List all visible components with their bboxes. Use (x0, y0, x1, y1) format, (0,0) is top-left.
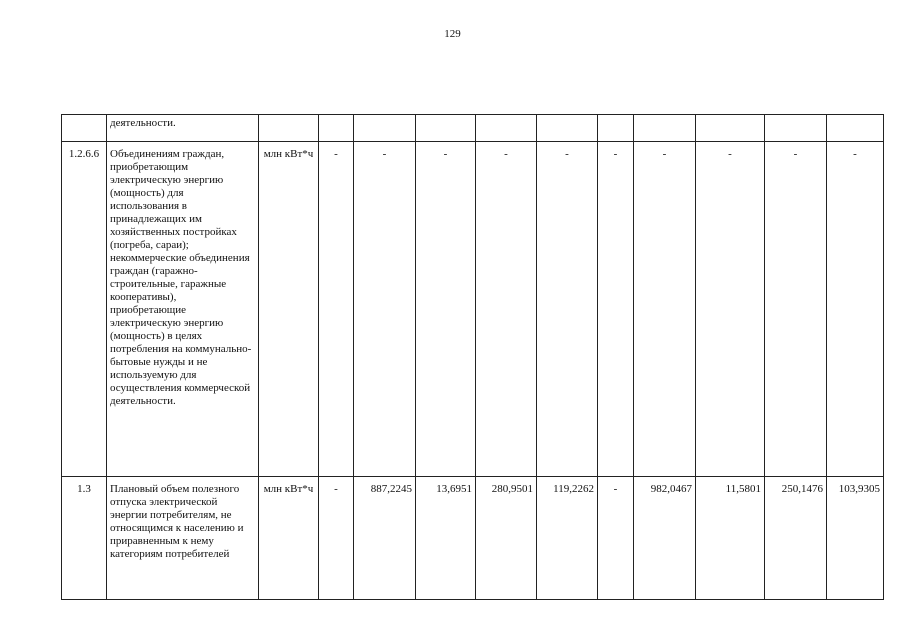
row-description: Объединениям граждан, приобретающим электрическую энергию (мощность) для использования в принадлежащих им хозяйственных постройках (погреба, сараи); некоммерческие объединения граждан (гаражно-строительные, гаражные кооперативы), приобретающие электрическую энергию (мощность) в целях потребления на коммунально-бытовые нужды и не используемую для осуществления коммерческой деятельности. (107, 142, 259, 477)
value-cell (598, 115, 634, 142)
value-cell: 11,5801 (696, 477, 765, 600)
value-cell: - (476, 142, 537, 477)
row-number: 1.2.6.6 (62, 142, 107, 477)
row-number: 1.3 (62, 477, 107, 600)
value-cell (827, 115, 884, 142)
value-cell: - (598, 477, 634, 600)
value-cell (319, 115, 354, 142)
table-row (62, 142, 884, 477)
row-unit: млн кВт*ч (259, 477, 319, 600)
value-cell (354, 115, 416, 142)
value-cell: - (765, 142, 827, 477)
value-cell (634, 115, 696, 142)
value-cell: 982,0467 (634, 477, 696, 600)
value-cell: - (827, 142, 884, 477)
row-number (62, 115, 107, 142)
value-cell: - (416, 142, 476, 477)
page-number: 129 (444, 28, 461, 40)
value-cell: - (634, 142, 696, 477)
value-cell: 103,9305 (827, 477, 884, 600)
value-cell: - (319, 477, 354, 600)
value-cell (476, 115, 537, 142)
table-row (62, 115, 884, 142)
value-cell (765, 115, 827, 142)
value-cell: - (537, 142, 598, 477)
row-unit (259, 115, 319, 142)
row-description: Плановый объем полезного отпуска электрической энергии потребителям, не относящимся к населению и приравненным к нему категориям потребителей (107, 477, 259, 600)
data-table (61, 114, 884, 600)
value-cell (696, 115, 765, 142)
row-unit: млн кВт*ч (259, 142, 319, 477)
value-cell (537, 115, 598, 142)
row-description: деятельности. (107, 115, 259, 142)
value-cell: - (696, 142, 765, 477)
value-cell: 119,2262 (537, 477, 598, 600)
value-cell: - (598, 142, 634, 477)
value-cell: 13,6951 (416, 477, 476, 600)
value-cell: - (354, 142, 416, 477)
value-cell: 280,9501 (476, 477, 537, 600)
table-row (62, 477, 884, 600)
value-cell: 250,1476 (765, 477, 827, 600)
value-cell (416, 115, 476, 142)
value-cell: 887,2245 (354, 477, 416, 600)
value-cell: - (319, 142, 354, 477)
